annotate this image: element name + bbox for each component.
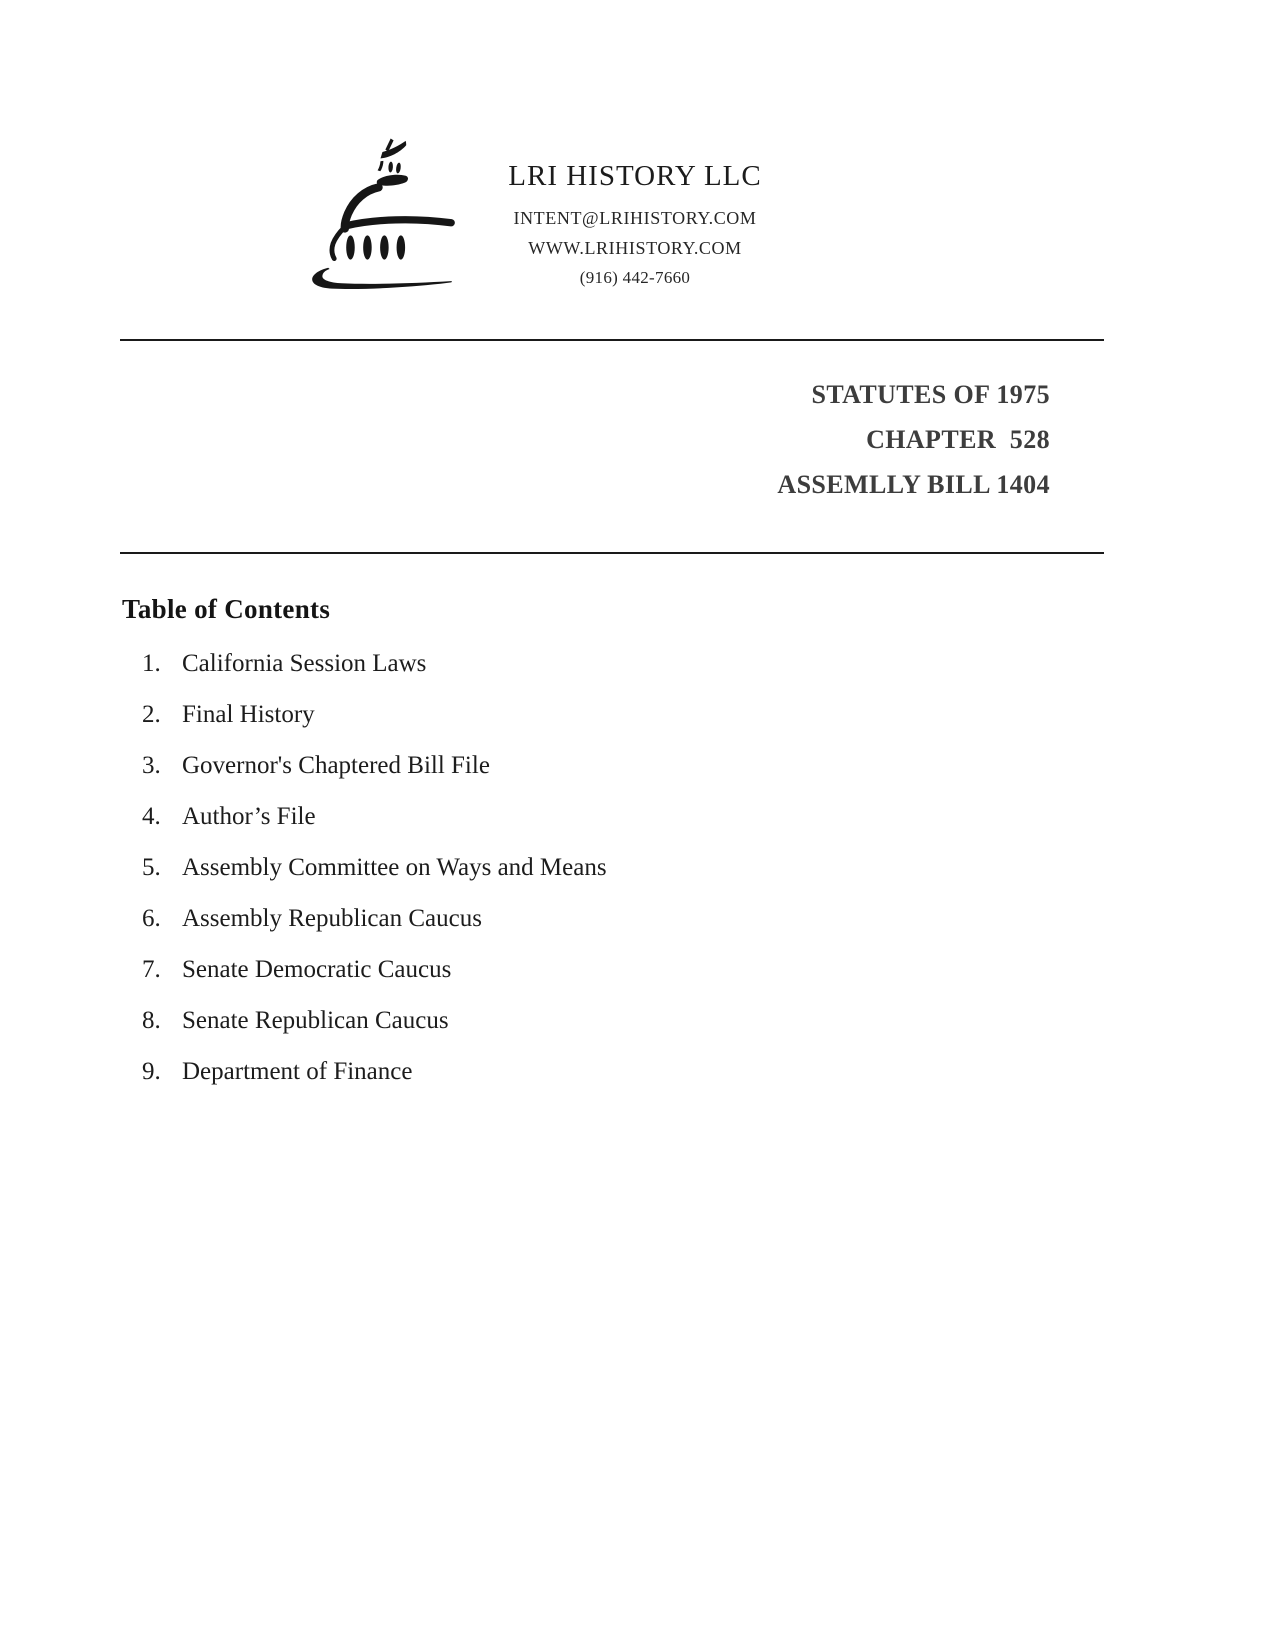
toc-item-label: Final History	[182, 701, 315, 728]
toc-item-number: 5.	[142, 854, 161, 881]
toc-item-label: Assembly Republican Caucus	[182, 905, 482, 932]
chapter-line: CHAPTER 528	[866, 425, 1050, 454]
toc-item-number: 9.	[142, 1058, 161, 1085]
company-website: WWW.LRIHISTORY.COM	[528, 238, 742, 258]
toc-item-number: 2.	[142, 701, 161, 728]
toc-item-number: 1.	[142, 650, 161, 677]
toc-item	[142, 893, 607, 944]
toc-item	[142, 1046, 607, 1097]
toc-item-number: 8.	[142, 1007, 161, 1034]
toc-item-label: Department of Finance	[182, 1058, 413, 1085]
statutes-line: STATUTES OF 1975	[811, 380, 1050, 409]
contact-block	[455, 203, 815, 293]
toc-heading: Table of Contents	[122, 594, 331, 624]
toc-item-label: Senate Democratic Caucus	[182, 956, 452, 983]
toc-item-label: Governor's Chaptered Bill File	[182, 752, 490, 779]
toc-item	[142, 842, 607, 893]
toc-item	[142, 944, 607, 995]
company-name: LRI HISTORY LLC	[508, 160, 762, 192]
toc-item-number: 4.	[142, 803, 161, 830]
company-email: INTENT@LRIHISTORY.COM	[513, 208, 757, 228]
toc-list	[142, 638, 607, 1097]
toc-item-label: Senate Republican Caucus	[182, 1007, 449, 1034]
toc-item-label: California Session Laws	[182, 650, 427, 677]
toc-item	[142, 791, 607, 842]
toc-item-number: 3.	[142, 752, 161, 779]
toc-item-number: 7.	[142, 956, 161, 983]
toc-item	[142, 689, 607, 740]
capitol-dome-icon	[303, 133, 458, 297]
toc-item	[142, 638, 607, 689]
company-logo	[303, 133, 458, 297]
toc-item	[142, 995, 607, 1046]
letterhead	[455, 158, 815, 293]
bill-reference-block	[650, 372, 1050, 507]
divider-top	[120, 339, 1104, 341]
bill-line: ASSEMLLY BILL 1404	[777, 470, 1050, 499]
toc-item-label: Author’s File	[182, 803, 316, 830]
divider-bottom	[120, 552, 1104, 554]
toc-item-number: 6.	[142, 905, 161, 932]
toc-item	[142, 740, 607, 791]
company-phone: (916) 442-7660	[579, 268, 691, 287]
toc-item-label: Assembly Committee on Ways and Means	[182, 854, 607, 881]
